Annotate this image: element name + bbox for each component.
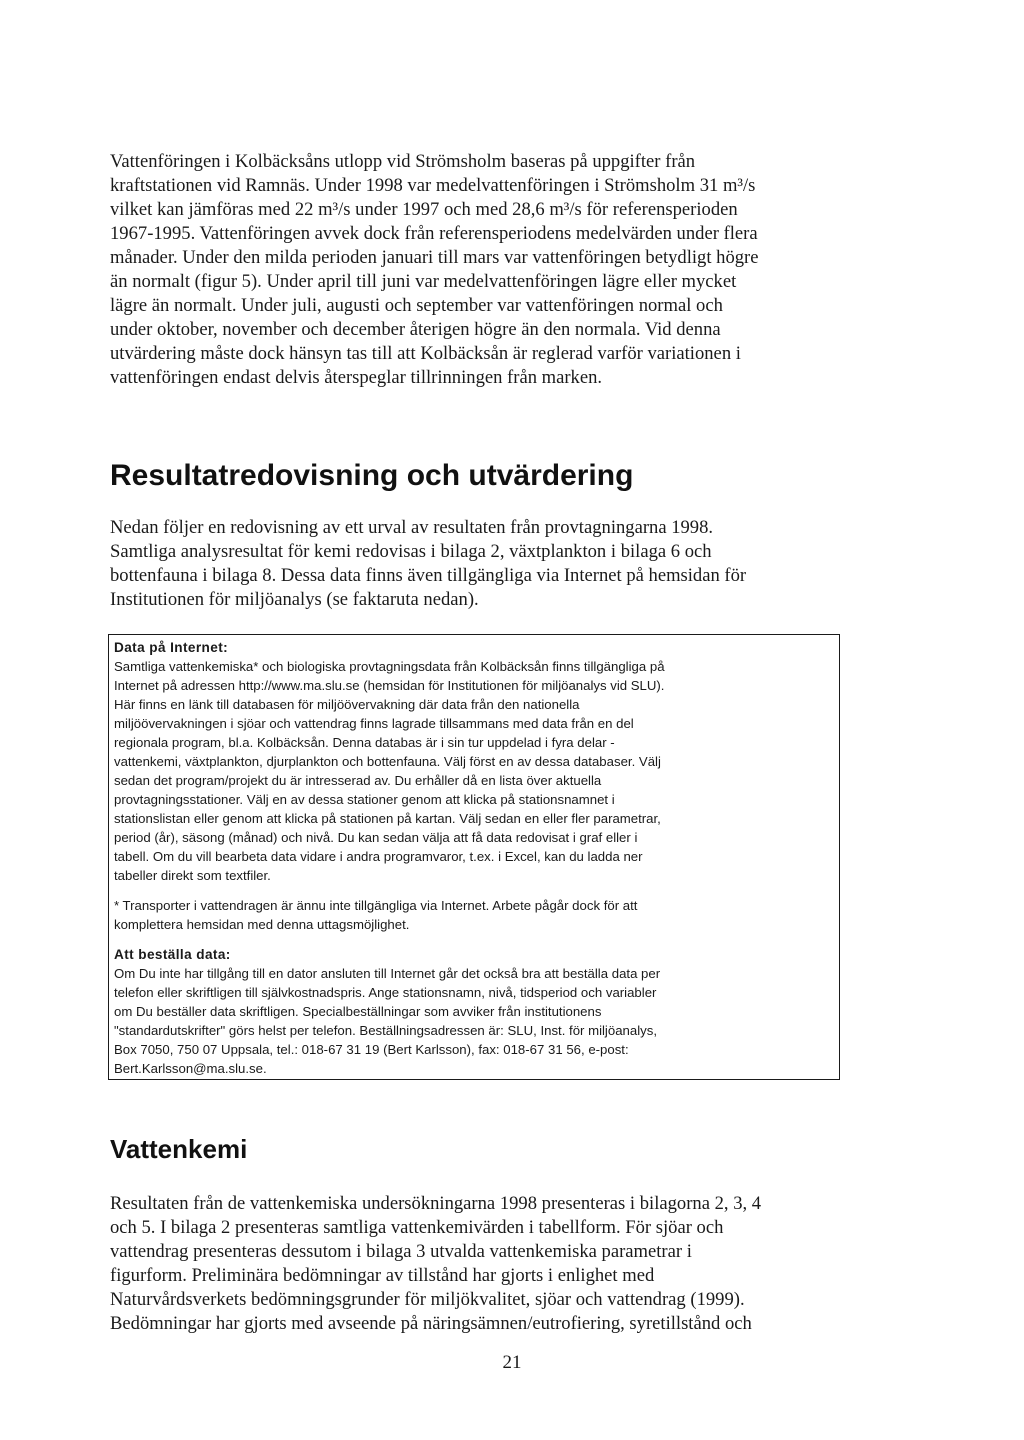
fact-box-line: om Du beställer data skriftligen. Specialbeställningar som avviker från institutionens [114,1004,602,1019]
fact-box-line: vattenkemi, växtplankton, djurplankton och bottenfauna. Välj först en av dessa databaser. Välj [114,754,661,769]
text-line: månader. Under den milda perioden januari till mars var vattenföringen betydligt högre [110,247,759,268]
text-line: bottenfauna i bilaga 8. Dessa data finns även tillgängliga via Internet på hemsidan för [110,565,747,586]
text-line: lägre än normalt. Under juli, augusti och september var vattenföringen normal och [110,295,723,316]
fact-box-line: provtagningsstationer. Välj en av dessa stationer genom att klicka på stationsnamnet i [114,792,615,807]
text-line: vattenföringen endast delvis återspeglar tillrinningen från marken. [110,367,603,388]
kemi-paragraph [110,1192,830,1336]
intro-paragraph [110,150,830,390]
text-line: figurform. Preliminära bedömningar av tillstånd har gjorts i enlighet med [110,1265,655,1286]
fact-box-line: regionala program, bl.a. Kolbäcksån. Denna databas är i sin tur uppdelad i fyra delar - [114,735,615,750]
section-heading-vattenkemi: Vattenkemi [110,1134,248,1164]
spacer [114,885,839,896]
spacer [114,934,839,945]
fact-box-footnote: komplettera hemsidan med denna uttagsmöjlighet. [114,917,410,932]
fact-box-footnote: * Transporter i vattendragen är ännu inte tillgängliga via Internet. Arbete pågår dock för att [114,898,638,913]
text-line: vilket kan jämföras med 22 m³/s under 1997 och med 28,6 m³/s för referensperioden [110,199,738,220]
text-line: Naturvårdsverkets bedömningsgrunder för miljökvalitet, sjöar och vattendrag (1999). [110,1289,745,1310]
fact-box-line: Internet på adressen http://www.ma.slu.se (hemsidan för Institutionen för miljöanalys vid SLU). [114,678,665,693]
text-line: utvärdering måste dock hänsyn tas till att Kolbäcksån är reglerad varför variationen i [110,343,741,364]
text-line: än normalt (figur 5). Under april till juni var medelvattenföringen lägre eller mycket [110,271,737,292]
text-line: och 5. I bilaga 2 presenteras samtliga vattenkemivärden i tabellform. För sjöar och [110,1217,724,1238]
page-number: 21 [502,1352,522,1373]
fact-box-line: tabell. Om du vill bearbeta data vidare i andra programvaror, t.ex. i Excel, kan du ladda ner [114,849,643,864]
fact-box-line: Bert.Karlsson@ma.slu.se. [114,1061,267,1076]
fact-box-line: Om Du inte har tillgång till en dator ansluten till Internet går det också bra att beställa data per [114,966,661,981]
fact-box-line: Samtliga vattenkemiska* och biologiska provtagningsdata från Kolbäcksån finns tillgängliga på [114,659,665,674]
text-line: Resultaten från de vattenkemiska undersökningarna 1998 presenteras i bilagorna 2, 3, 4 [110,1193,762,1214]
fact-box [108,634,840,1080]
text-line: vattendrag presenteras dessutom i bilaga 3 utvalda vattenkemiska parametrar i [110,1241,692,1262]
text-line: Vattenföringen i Kolbäcksåns utlopp vid Strömsholm baseras på uppgifter från [110,151,696,172]
text-line: Bedömningar har gjorts med avseende på näringsämnen/eutrofiering, syretillstånd och [110,1313,752,1334]
fact-box-line: sedan det program/projekt du är intresserad av. Du erhåller då en lista över aktuella [114,773,602,788]
section-heading-resultatredovisning: Resultatredovisning och utvärdering [110,459,634,492]
fact-box-title-internet: Data på Internet: [114,640,229,655]
text-line: Nedan följer en redovisning av ett urval av resultaten från provtagningarna 1998. [110,517,714,538]
fact-box-line: stationslistan eller genom att klicka på stationen på kartan. Välj sedan en eller fler parametrar, [114,811,661,826]
result-paragraph [110,516,830,612]
fact-box-line: period (år), säsong (månad) och nivå. Du kan sedan välja att få data redovisat i graf eller i [114,830,638,845]
text-line: under oktober, november och december återigen högre än den normala. Vid denna [110,319,721,340]
fact-box-line: miljöövervakningen i sjöar och vattendrag finns lagrade tillsammans med data från en del [114,716,634,731]
fact-box-title-order: Att beställa data: [114,947,231,962]
fact-box-line: telefon eller skriftligen till självkostnadspris. Ange stationsnamn, nivå, tidsperiod och variabler [114,985,657,1000]
text-line: 1967-1995. Vattenföringen avvek dock från referensperiodens medelvärden under flera [110,223,758,244]
fact-box-line: Box 7050, 750 07 Uppsala, tel.: 018-67 31 19 (Bert Karlsson), fax: 018-67 31 56, e-post: [114,1042,629,1057]
text-line: kraftstationen vid Ramnäs. Under 1998 var medelvattenföringen i Strömsholm 31 m³/s [110,175,756,196]
fact-box-line: tabeller direkt som textfiler. [114,868,271,883]
text-line: Samtliga analysresultat för kemi redovisas i bilaga 2, växtplankton i bilaga 6 och [110,541,712,562]
fact-box-line: Här finns en länk till databasen för miljöövervakning där data från den nationella [114,697,580,712]
text-line: Institutionen för miljöanalys (se faktaruta nedan). [110,589,479,610]
fact-box-line: "standardutskrifter" görs helst per telefon. Beställningsadressen är: SLU, Inst. för miljöanalys, [114,1023,657,1038]
